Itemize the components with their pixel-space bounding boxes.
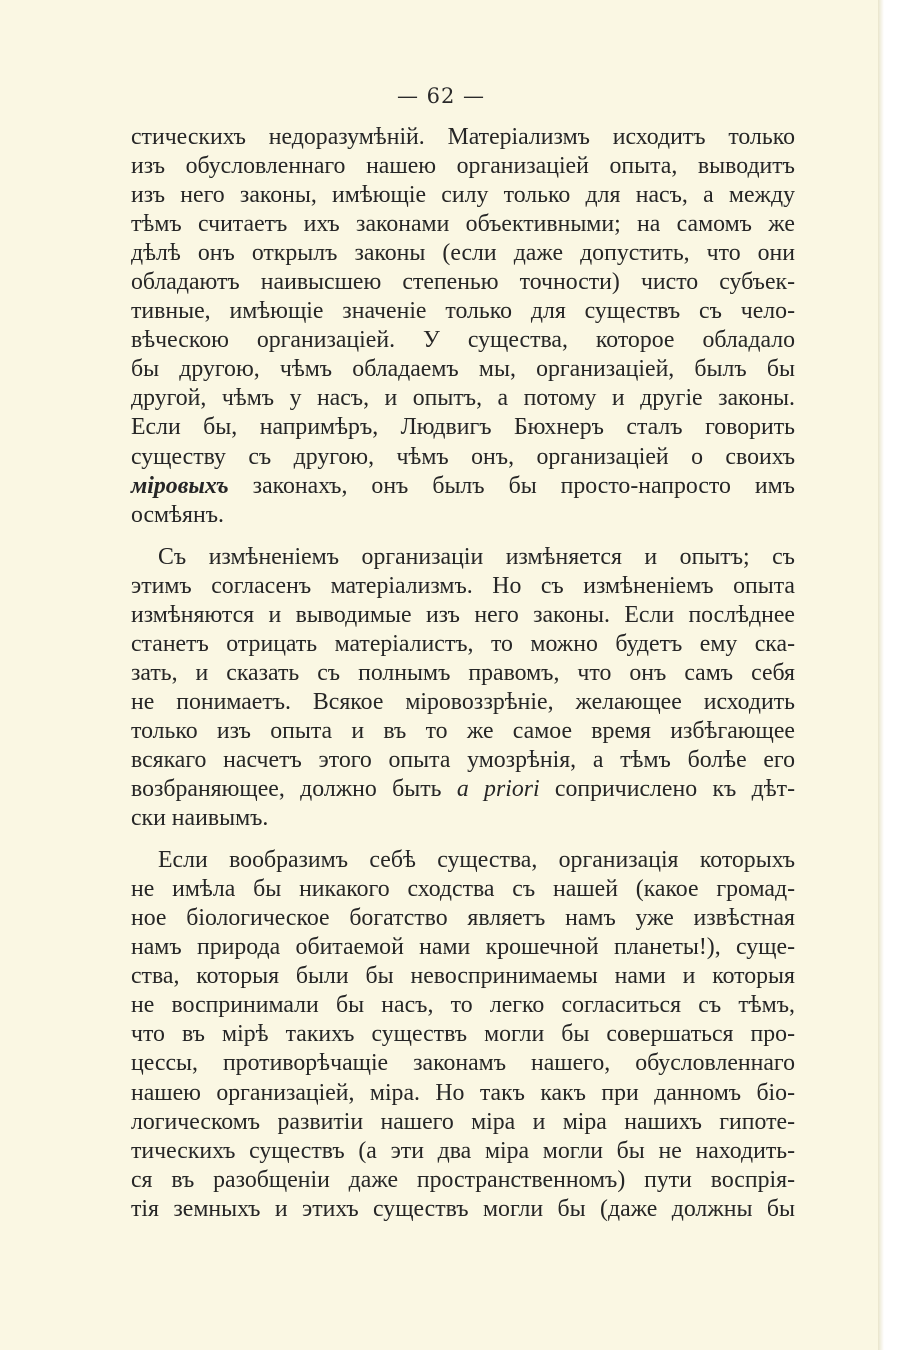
line-post: законахъ, онъ былъ бы просто-напросто имъ [228,472,795,499]
line-pre: возбраняющее, должно быть [131,776,457,803]
text-line: изъ него законы, имѣющіе силу только для насъ, а между [131,182,795,209]
text-line: тическихъ существъ (а эти два міра могли бы не находить- [131,1137,795,1164]
text-line: что въ мірѣ такихъ существъ могли бы совершаться про- [131,1021,795,1048]
text-line: станетъ отрицать матеріалистъ, то можно будетъ ему ска- [131,630,795,657]
text-line: обладаютъ наивысшею степенью точности) чисто субъек- [131,269,795,296]
text-line: Съ измѣненіемъ организаціи измѣняется и опытъ; съ [158,543,795,570]
text-line: ски наивымъ. [131,805,269,832]
text-line: намъ природа обитаемой нами крошечной планеты!), суще- [131,934,795,961]
text-line: не воспринимали бы насъ, то легко согласиться съ тѣмъ, [131,992,795,1019]
text-line: измѣняются и выводимые изъ него законы. Если послѣднее [131,601,795,628]
emphasized-word: міровыхъ [131,472,229,499]
text-line: дѣлѣ онъ открылъ законы (если даже допустить, что они [131,240,795,267]
text-line: существу съ другою, чѣмъ онъ, организаціей о своихъ [131,443,795,470]
text-line: только изъ опыта и въ то же самое время избѣгающее [131,717,795,744]
text-line: другой, чѣмъ у насъ, и опытъ, а потому и другіе законы. [131,385,795,412]
emphasized-word: a priori [456,776,540,803]
body-text [131,123,795,1224]
text-line: стическихъ недоразумѣній. Матеріализмъ исходитъ только [131,124,795,150]
page-edge [878,0,884,1350]
text-line: логическомъ развитіи нашего міра и міра нашихъ гипоте- [131,1108,795,1135]
paragraph [131,846,795,1224]
text-line: не понимаетъ. Всякое міровоззрѣніе, желающее исходить [131,688,795,715]
text-line: ства, которыя были бы невоспринимаемы нами и которыя [131,963,795,990]
text-line: нашею организаціей, міра. Но такъ какъ при данномъ біо- [131,1079,795,1106]
text-line: тія земныхъ и этихъ существъ могли бы (даже должны бы [131,1195,795,1222]
text-line [131,472,795,501]
text-line: зать, и сказать съ полнымъ правомъ, что онъ самъ себя [131,659,795,686]
text-line: тивные, имѣющіе значеніе только для существъ съ чело- [131,298,795,325]
text-line [131,775,795,804]
text-line: не имѣла бы никакого сходства съ нашей (какое громад- [131,876,795,903]
page-number: — 62 — [396,84,486,108]
text-line: цессы, противорѣчащіе законамъ нашего, обусловленнаго [131,1050,795,1077]
text-line: всякаго насчетъ этого опыта умозрѣнія, а тѣмъ болѣе его [131,746,795,773]
text-line: Если вообразимъ себѣ существа, организація которыхъ [158,847,795,874]
text-line: Если бы, напримѣръ, Людвигъ Бюхнеръ сталъ говорить [131,414,795,441]
text-line: изъ обусловленнаго нашею организаціей опыта, выводитъ [131,153,795,180]
text-line: вѣческою организаціей. У существа, которое обладало [131,327,795,354]
paragraph [131,123,795,530]
text-line: ное біологическое богатство являетъ намъ уже извѣстная [131,905,795,932]
paragraph [131,543,795,833]
text-line: этимъ согласенъ матеріализмъ. Но съ измѣненіемъ опыта [131,572,795,599]
text-line: тѣмъ считаетъ ихъ законами объективными; на самомъ же [131,211,795,238]
text-line: осмѣянъ. [131,501,224,528]
text-line: бы другою, чѣмъ обладаемъ мы, организаціей, былъ бы [131,356,795,383]
text-line: ся въ разобщеніи даже пространственномъ) пути воспрія- [131,1166,795,1193]
line-post: сопричислено къ дѣт- [539,776,795,803]
